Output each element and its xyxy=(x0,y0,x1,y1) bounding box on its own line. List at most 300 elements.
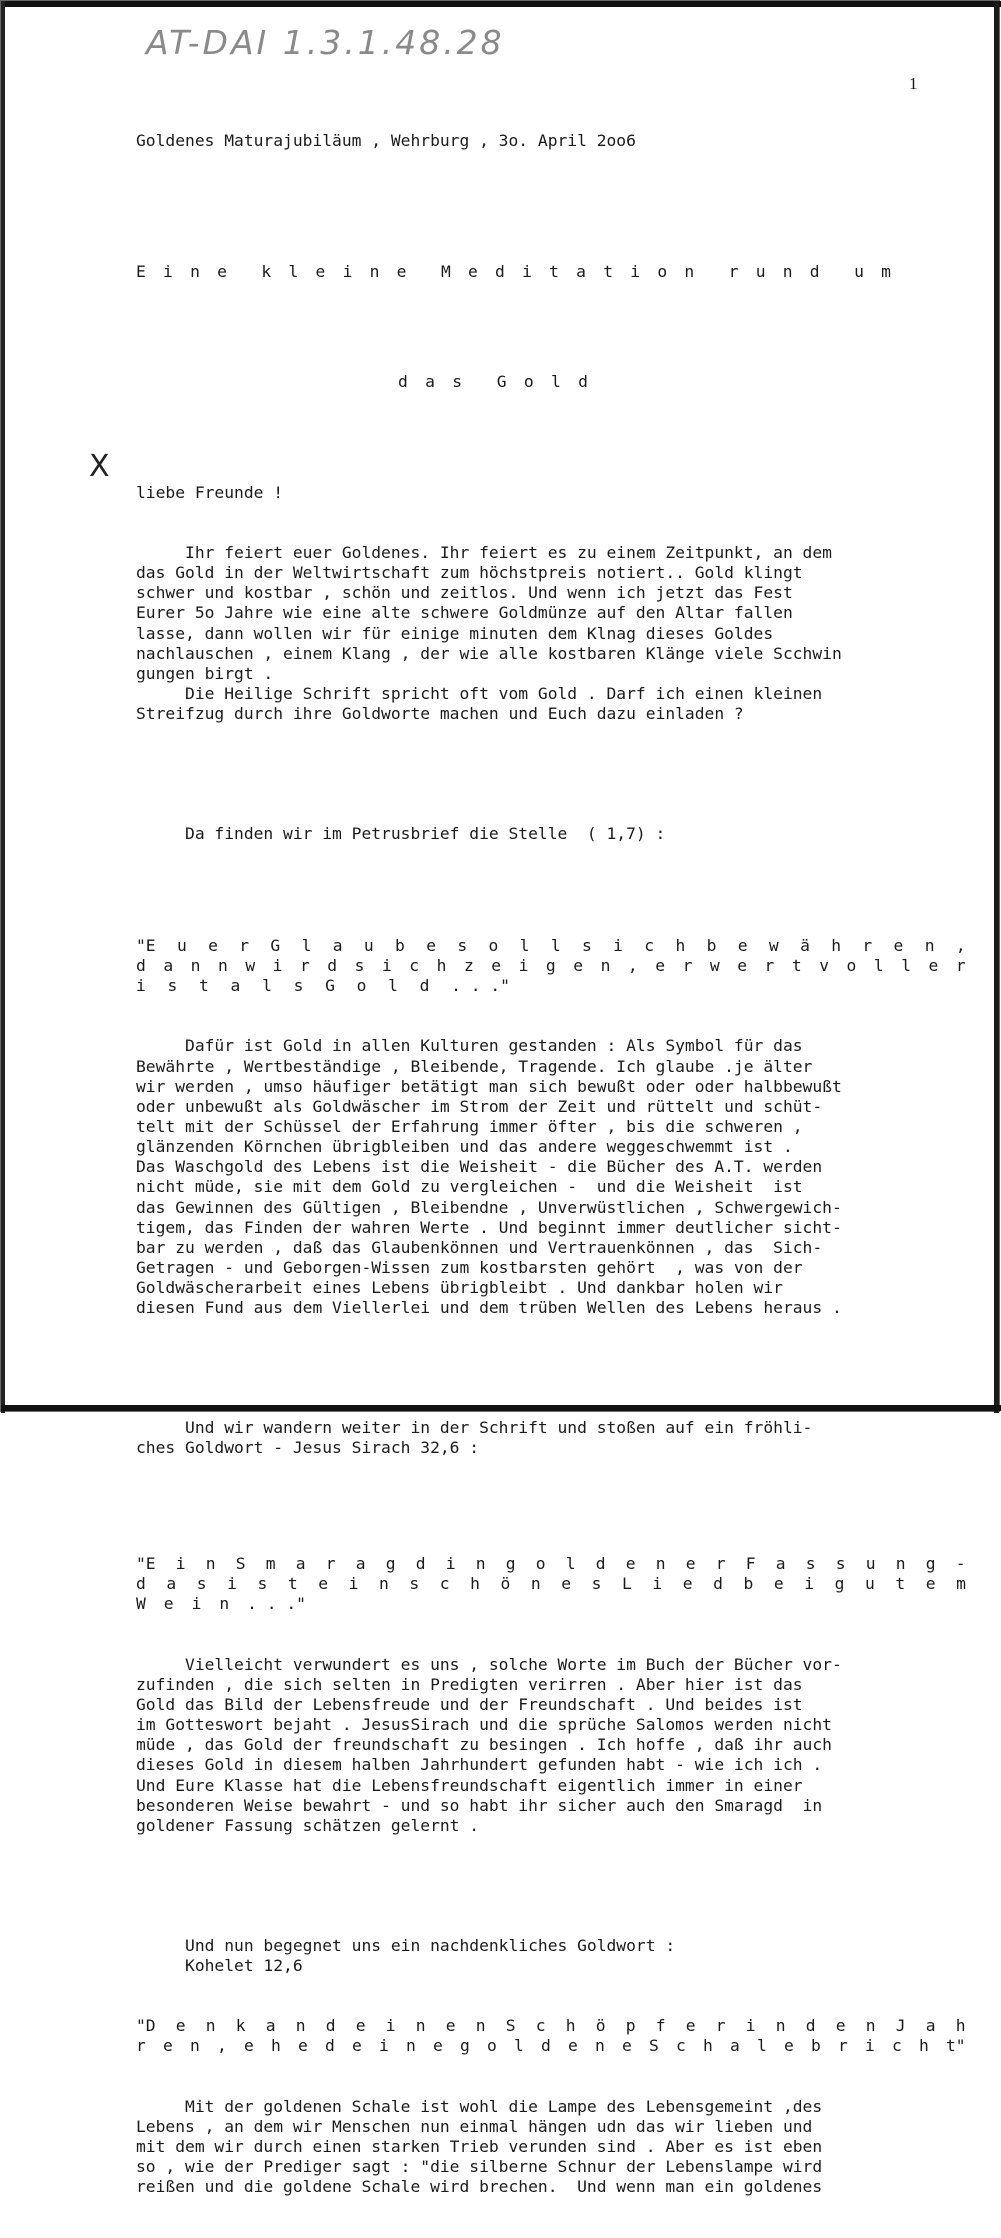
spaced-letter: e xyxy=(685,2016,696,2036)
spaced-letter: s xyxy=(167,976,178,995)
spaced-letter: n xyxy=(530,1574,541,1594)
spaced-letter: p xyxy=(625,2016,636,2036)
scan-edge-right xyxy=(994,1,999,1413)
spaced-letter: e xyxy=(163,1594,174,1614)
spaced-letter: i xyxy=(865,2036,875,2056)
spaced-letter: m xyxy=(881,262,891,282)
text-line: Mit der goldenen Schale ist wohl die Lampe des Lebensgemeint ,des xyxy=(136,2096,823,2116)
spaced-letter: n xyxy=(895,1553,906,1573)
spaced-letter: S xyxy=(235,1553,246,1573)
text-line: dieses Gold in diesem halben Jahrhundert gefunden habt - wie ich ich . xyxy=(136,1755,823,1775)
text-line: Vielleicht verwundert es uns , solche Worte im Buch der Bücher vor- xyxy=(136,1654,842,1674)
spaced-letter: n xyxy=(205,1553,216,1573)
spaced-letter: , xyxy=(627,955,638,975)
spaced-letter: h xyxy=(470,1574,480,1594)
spaced-letter: d xyxy=(136,1574,146,1594)
spaced-letter: n xyxy=(205,2016,216,2036)
spaced-letter: u xyxy=(854,262,864,282)
spaced-letter: d xyxy=(495,262,505,282)
spaced-letter: o xyxy=(535,1553,546,1573)
spaced-letter: F xyxy=(745,1553,756,1573)
spaced-letter: a xyxy=(163,955,174,975)
spaced-letter: z xyxy=(463,955,474,975)
spaced-letter: i xyxy=(348,1574,359,1594)
spaced-letter: o xyxy=(657,262,668,282)
spaced-letter: n xyxy=(219,1594,230,1614)
spaced-letter: h xyxy=(565,2016,576,2036)
text-line: besonderen Weise bewahrt - und so habt ihr sicher auch den Smaragd in xyxy=(136,1795,823,1815)
spaced-letter: g xyxy=(460,2036,470,2056)
spacer xyxy=(136,192,976,222)
spaced-letter: a xyxy=(332,935,343,955)
spaced-letter: i xyxy=(745,2016,756,2036)
quote-kohelet xyxy=(136,2016,976,2056)
spaced-letter: e xyxy=(467,262,478,282)
spaced-letter: n xyxy=(415,2016,426,2036)
paragraph-3 xyxy=(136,1655,976,1836)
spaced-letter: v xyxy=(819,955,830,975)
spaced-letter: a xyxy=(730,2036,740,2056)
spaced-letter: e xyxy=(208,935,218,955)
spaced-letter: r xyxy=(715,2016,726,2036)
header-line: Goldenes Maturajubiläum , Wehrburg , 3o. April 2oo6 xyxy=(136,131,636,151)
spaced-letter: b xyxy=(743,1574,754,1594)
spaced-letter: e xyxy=(355,2016,366,2036)
spaced-letter: . . ." xyxy=(451,976,510,995)
spaced-letter: e xyxy=(426,935,437,955)
spaced-letter: M xyxy=(440,262,451,282)
spaced-letter: u xyxy=(865,1553,876,1573)
spaced-letter: n xyxy=(406,2036,416,2056)
spaced-letter: i xyxy=(342,262,353,282)
archive-id-stamp: AT-DAI 1.3.1.48.28 xyxy=(146,23,505,62)
spaced-letter: r xyxy=(838,2036,848,2056)
spaced-letter: l xyxy=(288,262,299,282)
text-line: diesen Fund aus dem Viellerlei und dem trüben Wellen des Lebens heraus . xyxy=(136,1298,842,1318)
spaced-letter: a xyxy=(925,2016,936,2036)
text-line: das Gold in der Weltwirtschaft zum höchstpreis notiert.. Gold klingt xyxy=(136,563,803,583)
spaced-letter: i xyxy=(272,955,283,975)
spaced-letter: o xyxy=(846,955,857,975)
intro-kohelet xyxy=(136,1936,976,1976)
text-line: bar zu werden , daß das Glaubenkönnen und Vertrauenkönnen , das Sich- xyxy=(136,1237,823,1257)
spaced-letter: i xyxy=(652,1574,663,1594)
spaced-letter: g xyxy=(834,1574,845,1594)
spaced-letter: t xyxy=(603,262,614,282)
spaced-letter: c xyxy=(535,2016,546,2036)
spaced-letter: u xyxy=(865,1574,875,1594)
spacer xyxy=(136,1359,976,1378)
spaced-letter: d xyxy=(325,2016,336,2036)
text-line: ches Goldwort - Jesus Sirach 32,6 : xyxy=(136,1438,480,1458)
spaced-letter: g xyxy=(925,1553,936,1573)
spaced-letter: n xyxy=(217,955,228,975)
spaced-letter: e xyxy=(298,2036,308,2056)
spaced-letter: a xyxy=(775,1553,786,1573)
spaced-letter: k xyxy=(261,262,272,282)
spaced-letter: w xyxy=(709,955,720,975)
spaced-letter: s xyxy=(293,976,304,995)
spaced-letter: r xyxy=(715,1553,726,1573)
spaced-letter: - xyxy=(955,1553,966,1573)
spaced-letter: a xyxy=(355,1553,366,1573)
spaced-letter: e xyxy=(928,955,939,975)
spaced-letter: o xyxy=(488,935,499,955)
spaced-letter: "D xyxy=(136,2016,156,2036)
text-line: goldener Fassung schätzen gelernt . xyxy=(136,1815,480,1835)
spaced-letter: a xyxy=(265,2016,276,2036)
spaced-letter: d xyxy=(419,976,430,995)
quote-line xyxy=(136,2016,966,2036)
spaced-letter: i xyxy=(381,955,392,975)
spaced-letter: e xyxy=(737,935,748,955)
spaced-letter: r xyxy=(682,955,693,975)
spaced-letter: k xyxy=(235,2016,246,2036)
spaced-letter: s xyxy=(457,935,468,955)
spaced-letter: u xyxy=(363,935,374,955)
spaced-letter: r xyxy=(728,262,739,282)
scan-edge-left xyxy=(1,1,5,1413)
text-line: nicht müde, sie mit dem Gold zu vergleichen - und die Weisheit ist xyxy=(136,1177,803,1197)
spaced-letter: n xyxy=(295,2016,306,2036)
spaced-letter: l xyxy=(388,976,398,995)
spaced-letter: w xyxy=(245,955,256,975)
spaced-letter: d xyxy=(541,2036,551,2056)
text-line: Getragen - und Geborgen-Wissen zum kostbarsten gehört , was von der xyxy=(136,1258,803,1277)
spaced-letter: e xyxy=(893,935,904,955)
title-line-2 xyxy=(398,372,588,392)
spaced-letter: d xyxy=(415,1553,426,1573)
document-body xyxy=(136,91,976,2238)
spaced-letter: e xyxy=(625,1553,636,1573)
spaced-letter: e xyxy=(568,2036,578,2056)
text-line: Ihr feiert euer Goldenes. Ihr feiert es zu einem Zeitpunkt, an dem xyxy=(136,543,832,563)
spaced-letter: s xyxy=(591,1574,602,1594)
spaced-letter: l xyxy=(757,2036,767,2056)
spaced-letter: h xyxy=(919,2036,929,2056)
spaced-letter: e xyxy=(433,2036,443,2056)
spaced-letter: E xyxy=(136,262,146,282)
spaced-letter: i xyxy=(630,262,641,282)
spaced-letter: r xyxy=(299,955,310,975)
text-line: das Gewinnen des Gültigen , Bleibendne , Unverwüstlichen , Schwergewich- xyxy=(136,1197,842,1217)
text-line: telt mit der Schüssel der Erfahrung immer öfter , bis die schweren , xyxy=(136,1117,803,1137)
spaced-letter: r xyxy=(136,2036,146,2056)
spaced-letter: s xyxy=(581,935,592,955)
spaced-letter: "E xyxy=(136,935,156,955)
spaced-letter: e xyxy=(573,955,584,975)
paragraph-4 xyxy=(136,2097,976,2198)
spaced-letter: e xyxy=(217,262,227,282)
spacer xyxy=(136,1876,976,1895)
quote-line xyxy=(136,1594,306,1614)
scan-edge-top xyxy=(1,1,1001,7)
spaced-letter: G xyxy=(325,976,335,995)
spaced-letter: i xyxy=(518,955,529,975)
spaced-letter: h xyxy=(271,2036,281,2056)
text-line: im Gotteswort bejaht . JesusSirach und die sprüche Salomos werden nicht xyxy=(136,1715,832,1735)
spaced-letter: S xyxy=(505,2016,516,2036)
spaced-letter: n xyxy=(924,935,935,955)
spaced-letter: e xyxy=(445,2016,456,2036)
spaced-letter: , xyxy=(217,2036,227,2056)
text-line: Dafür ist Gold in allen Kulturen gestanden : Als Symbol für das xyxy=(136,1036,803,1056)
spacer xyxy=(136,323,976,332)
text-line: Streifzug durch ihre Goldworte machen und Euch dazu einladen ? xyxy=(136,704,744,724)
spaced-letter: e xyxy=(175,2016,186,2036)
spaced-letter: e xyxy=(244,2036,254,2056)
spaced-letter: e xyxy=(352,2036,362,2056)
spaced-letter: s xyxy=(196,1574,207,1594)
spaced-letter: i xyxy=(804,1574,815,1594)
spaced-letter: n xyxy=(865,2016,876,2036)
spaced-letter: h xyxy=(955,2016,966,2036)
spaced-letter: e xyxy=(622,2036,632,2056)
spaced-letter: g xyxy=(385,1553,396,1573)
spaced-letter: e xyxy=(784,2036,794,2056)
spaced-letter: d xyxy=(136,955,146,975)
spaced-letter: h xyxy=(703,2036,713,2056)
spaced-letter: a xyxy=(295,1553,306,1573)
spaced-letter: c xyxy=(409,955,420,975)
spaced-letter: m xyxy=(956,1574,966,1594)
text-line: tigem, das Finden der wahren Werte . Und beginnt immer deutlicher sicht- xyxy=(136,1217,842,1237)
spaced-letter: a xyxy=(576,262,586,282)
spaced-letter: G xyxy=(496,371,507,391)
spaced-letter: n xyxy=(190,2036,200,2056)
spaced-letter: m xyxy=(265,1553,276,1573)
spaced-letter: n xyxy=(369,262,380,282)
spaced-letter: e xyxy=(685,1553,696,1573)
spaced-letter: l xyxy=(301,935,312,955)
quote-sirach xyxy=(136,1554,976,1614)
intro-petrus: Da finden wir im Petrusbrief die Stelle ( 1,7) : xyxy=(136,823,666,843)
spaced-letter: n xyxy=(475,2016,486,2036)
spaced-letter: g xyxy=(545,955,556,975)
spaced-letter: n xyxy=(379,1574,389,1594)
spaced-letter: s xyxy=(452,371,463,391)
text-line: lasse, dann wollen wir für einige minuten dem Klnag dieses Goldes xyxy=(136,623,774,643)
spaced-letter: s xyxy=(354,955,365,975)
text-line: Bewährte , Wertbeständige , Bleibende, Tragende. Ich glaube .je älter xyxy=(136,1056,813,1076)
spaced-letter: n xyxy=(600,955,611,975)
spaced-letter: o xyxy=(523,371,534,391)
title-line-1 xyxy=(136,262,891,282)
spacer xyxy=(136,884,976,895)
text-line: Und wir wandern weiter in der Schrift und stoßen auf ein fröhli- xyxy=(136,1418,813,1438)
spaced-letter: n xyxy=(684,262,695,282)
spaced-letter: e xyxy=(835,2016,846,2036)
spaced-letter: i xyxy=(613,935,623,955)
spaced-letter: t xyxy=(549,262,559,282)
spaced-letter: s xyxy=(835,1553,846,1573)
text-line: Und nun begegnet uns ein nachdenkliches Goldwort : xyxy=(136,1935,676,1955)
spaced-letter: n xyxy=(775,2016,786,2036)
spaced-letter: l xyxy=(262,976,272,995)
spaced-letter: i xyxy=(522,262,532,282)
spaced-letter: b xyxy=(395,935,405,955)
spaced-letter: a xyxy=(230,976,241,995)
text-line: Gold das Bild der Lebensfreude und der Freundschaft . Und beides ist xyxy=(136,1694,803,1714)
text-line: schwer und kostbar , schön und zeitlos. Und wenn ich jetzt das Fest xyxy=(136,583,793,603)
spaced-letter: t xyxy=(287,1574,298,1594)
text-line: mit dem wir durch einen starken Trieb verunden sind . Aber es ist eben xyxy=(136,2137,823,2157)
spaced-letter: l xyxy=(901,955,911,975)
spaced-letter: e xyxy=(773,1574,784,1594)
spaced-letter: a xyxy=(166,1574,177,1594)
quote-line xyxy=(136,1554,966,1574)
spaced-letter: L xyxy=(622,1574,632,1594)
spaced-letter: S xyxy=(649,2036,659,2056)
spaced-letter: e xyxy=(163,2036,173,2056)
spaced-letter: h xyxy=(436,955,447,975)
spaced-letter: ö xyxy=(595,2016,606,2036)
spaced-letter: ä xyxy=(800,935,810,955)
spaced-letter: d xyxy=(805,2016,816,2036)
quote-line xyxy=(136,1574,966,1594)
spaced-letter: d xyxy=(398,371,408,391)
spaced-letter: b xyxy=(811,2036,821,2056)
spaced-letter: s xyxy=(409,1574,420,1594)
text-line: oder unbewußt als Goldwäscher im Strom der Zeit und rüttelt und schüt- xyxy=(136,1096,823,1116)
spaced-letter: c xyxy=(644,935,655,955)
spaced-letter: n xyxy=(190,955,201,975)
spaced-letter: s xyxy=(805,1553,816,1573)
margin-mark: X xyxy=(89,449,110,484)
spaced-letter: r xyxy=(764,955,775,975)
text-line: Lebens , an dem wir Menschen nun einmal hängen udn das wir lieben und xyxy=(136,2116,813,2136)
spaced-letter: o xyxy=(356,976,367,995)
spaced-letter: s xyxy=(257,1574,268,1594)
spaced-letter: "E xyxy=(136,1553,156,1573)
spaced-letter: e xyxy=(925,1574,936,1594)
quote-line xyxy=(136,2036,966,2056)
spacer xyxy=(136,765,976,784)
spaced-letter: d xyxy=(595,1553,606,1573)
intro-sirach xyxy=(136,1418,976,1458)
greeting: liebe Freunde ! xyxy=(136,482,284,502)
spaced-letter: i xyxy=(379,2036,389,2056)
text-line: Die Heilige Schrift spricht oft vom Gold . Darf ich einen kleinen xyxy=(136,684,823,704)
text-line: Das Waschgold des Lebens ist die Weisheit - die Bücher des A.T. werden xyxy=(136,1157,823,1177)
spaced-letter: d xyxy=(327,955,338,975)
spaced-letter: t xyxy=(895,1574,906,1594)
spaced-letter: c xyxy=(892,2036,902,2056)
spaced-letter: t xyxy=(199,976,209,995)
spaced-letter: n xyxy=(782,262,793,282)
spaced-letter: i xyxy=(136,976,146,995)
text-line: Kohelet 12,6 xyxy=(136,1955,303,1975)
spaced-letter: r xyxy=(239,935,250,955)
spaced-letter: u xyxy=(176,935,187,955)
spaced-letter: l xyxy=(514,2036,524,2056)
spaced-letter: w xyxy=(768,935,779,955)
text-line: Goldwäscherarbeit eines Lebens übrigbleibt . Und dankbar holen wir xyxy=(136,1278,783,1298)
spaced-letter: h xyxy=(831,935,842,955)
spaced-letter: r xyxy=(325,1553,336,1573)
spaced-letter: i xyxy=(191,1594,202,1614)
text-line: zufinden , die sich selten in Predigten verirren . Aber hier ist das xyxy=(136,1674,803,1694)
spaced-letter: n xyxy=(595,2036,605,2056)
text-line: gungen birgt . xyxy=(136,663,274,683)
spaced-letter: n xyxy=(655,1553,666,1573)
spaced-letter: f xyxy=(655,2016,666,2036)
spaced-letter: l xyxy=(550,935,561,955)
page-number: 1 xyxy=(909,74,918,93)
spaced-letter: r xyxy=(862,935,873,955)
spaced-letter: i xyxy=(227,1574,237,1594)
spaced-letter: t xyxy=(791,955,802,975)
spaced-letter: G xyxy=(270,935,281,955)
spaced-letter: h xyxy=(675,935,686,955)
text-line: müde , das Gold der freundschaft zu besingen . Ich hoffe , daß ihr auch xyxy=(136,1735,832,1755)
text-line: Eurer 5o Jahre wie eine alte schwere Goldmünze auf den Altar fallen xyxy=(136,603,793,623)
text-line: wir werden , umso häufiger betätigt man sich bewußt oder oder halbbewußt xyxy=(136,1076,842,1096)
spaced-letter: l xyxy=(519,935,530,955)
spaced-letter: i xyxy=(385,2016,396,2036)
spaced-letter: t" xyxy=(946,2036,966,2056)
spaced-letter: i xyxy=(163,262,173,282)
spaced-letter: e xyxy=(561,1574,572,1594)
spaced-letter: n xyxy=(190,262,200,282)
spaced-letter: b xyxy=(706,935,717,955)
spaced-letter: u xyxy=(755,262,766,282)
spacer xyxy=(136,432,976,442)
spaced-letter: e xyxy=(396,262,407,282)
spaced-letter: d xyxy=(325,2036,335,2056)
spaced-letter: l xyxy=(551,371,561,391)
spaced-letter: d xyxy=(578,371,588,391)
spaced-letter: c xyxy=(676,2036,686,2056)
spaced-letter: ö xyxy=(500,1574,511,1594)
spaced-letter: e xyxy=(315,262,326,282)
spaced-letter: i xyxy=(445,1553,456,1573)
spaced-letter: d xyxy=(713,1574,723,1594)
spaced-letter: c xyxy=(439,1574,450,1594)
paragraph-1 xyxy=(136,543,976,724)
spaced-letter: l xyxy=(873,955,884,975)
spaced-letter: a xyxy=(425,371,435,391)
spaced-letter: r xyxy=(955,955,966,975)
text-line: Und Eure Klasse hat die Lebensfreundschaft eigentlich immer in einer xyxy=(136,1775,803,1795)
spaced-letter: e xyxy=(737,955,748,975)
spaced-letter: i xyxy=(175,1553,186,1573)
spaced-letter: e xyxy=(655,955,666,975)
spaced-letter: W xyxy=(136,1594,146,1614)
spaced-letter: d xyxy=(809,262,820,282)
spaced-letter: e xyxy=(682,1574,693,1594)
quote-petrus xyxy=(136,936,976,996)
spaced-letter: g xyxy=(505,1553,516,1573)
text-line: so , wie der Prediger sagt : "die silberne Schnur der Lebenslampe wird xyxy=(136,2157,823,2177)
paragraph-2 xyxy=(136,1036,976,1318)
spaced-letter: . . ." xyxy=(247,1594,306,1614)
quote-line xyxy=(136,956,966,976)
spaced-letter: e xyxy=(491,955,502,975)
text-line: nachlauschen , einem Klang , der wie alle kostbaren Klänge viele Scchwin xyxy=(136,643,842,663)
quote-line xyxy=(136,976,510,996)
spacer xyxy=(136,1499,976,1514)
spaced-letter: n xyxy=(475,1553,486,1573)
quote-line xyxy=(136,936,966,956)
spaced-letter: , xyxy=(955,935,966,955)
text-line: reißen und die goldene Schale wird brechen. Und wenn man ein goldenes xyxy=(136,2177,823,2197)
spaced-letter: o xyxy=(487,2036,497,2056)
spaced-letter: e xyxy=(318,1574,329,1594)
spaced-letter: J xyxy=(895,2016,906,2036)
spaced-letter: l xyxy=(565,1553,576,1573)
text-line: glänzenden Körnchen übrigbleiben und das andere weggeschwemmt ist . xyxy=(136,1137,793,1157)
